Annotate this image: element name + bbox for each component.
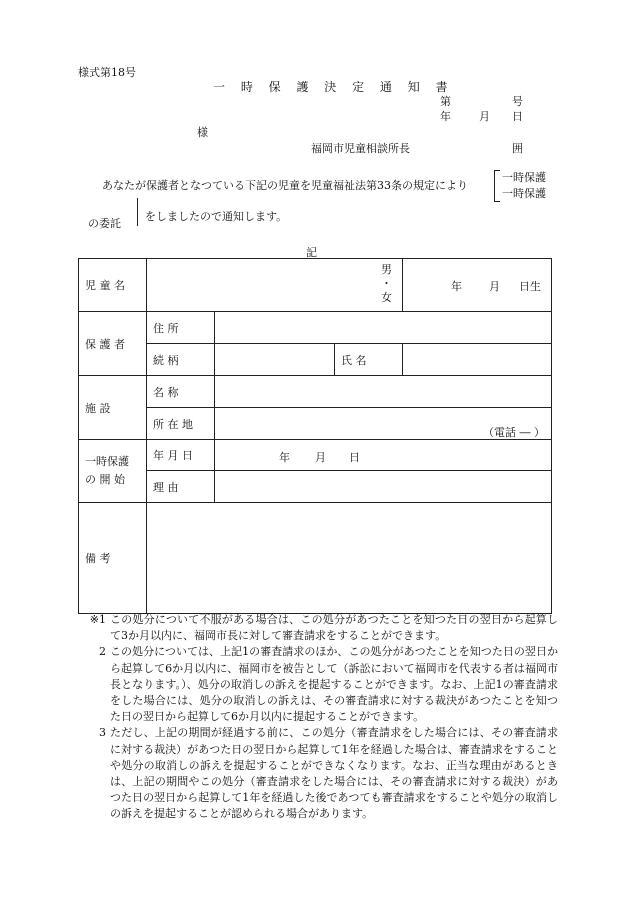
facility-label [79, 376, 147, 440]
start-label-line2: の 開 始 [85, 473, 125, 486]
facility-name-field[interactable] [215, 376, 552, 408]
notice-form-table [78, 258, 552, 614]
start-label-line1: 一時保護 [85, 455, 129, 468]
birth-day: 日生 [519, 280, 542, 293]
sex-selector[interactable] [381, 263, 392, 305]
number-prefix: 第 [440, 95, 451, 108]
date-day: 日 [512, 110, 523, 123]
guardian-label-text: 保 護 者 [85, 337, 125, 351]
form-number: 様式第18号 [78, 66, 136, 79]
note-2-number: 2 [99, 645, 106, 659]
facility-name-label [147, 376, 215, 408]
start-date-day: 日 [349, 451, 360, 464]
start-date-label-text: 年 月 日 [153, 449, 193, 462]
date-month: 月 [479, 110, 490, 123]
guardian-label [79, 312, 147, 376]
notes-section [88, 612, 558, 823]
number-suffix: 号 [512, 95, 523, 108]
remarks-label [79, 503, 147, 614]
seal-mark: 囲 [512, 142, 523, 155]
issuer-name: 福岡市児童相談所長 [311, 142, 410, 155]
child-name-label [79, 259, 147, 312]
note-3 [88, 725, 558, 822]
start-date-year: 年 [279, 451, 290, 464]
sex-dot: ・ [381, 277, 393, 290]
note-1-text: この処分について不服がある場合は、この処分があつたことを知つた日の翌日から起算して3か月以内に、福岡市長に対して審査請求をすることができます。 [110, 613, 558, 643]
location-field[interactable] [215, 408, 552, 440]
start-label [79, 440, 147, 503]
guardian-name-field[interactable] [403, 344, 552, 376]
closing-text: をしましたので通知します。 [145, 210, 288, 223]
remarks-field[interactable] [147, 503, 552, 614]
start-date-month: 月 [315, 451, 326, 464]
child-name-label-text: 児 童 名 [85, 279, 125, 292]
facility-name-label-text: 名 称 [153, 385, 179, 399]
start-date-label [147, 440, 215, 471]
note-1-number: ※1 [89, 613, 106, 626]
note-3-number: 3 [99, 726, 106, 740]
address-label [147, 312, 215, 344]
note-2-text: この処分については、上記1の審査請求のほか、この処分があつたことを知つた日の翌日から起算して6か月以内に、福岡市を被告として（訴訟において福岡市を代表する者は福岡市長となります。）、処分の取消しの訴えを提起することができます。なお、上記1の審査請求をした場合には、処分の取消しの訴えは、その審査請求に対する裁決があつたことを知つた日の翌日から起算して6か月以内に提起することができます。 [110, 645, 558, 724]
location-label [147, 408, 215, 440]
relation-label [147, 344, 215, 376]
child-name-field[interactable] [147, 259, 403, 312]
date-year: 年 [440, 110, 451, 123]
address-field[interactable] [215, 312, 552, 344]
start-date-field[interactable] [215, 440, 552, 471]
sex-male: 男 [381, 263, 393, 276]
guardian-name-label-text: 氏 名 [341, 353, 367, 367]
relation-label-text: 続 柄 [153, 353, 179, 367]
reason-label-text: 理 由 [153, 480, 179, 494]
reason-field[interactable] [215, 471, 552, 503]
sex-female: 女 [381, 291, 393, 304]
note-3-text: ただし、上記の期間が経過する前に、この処分（審査請求をした場合には、その審査請求に対する裁決）があつた日の翌日から起算して1年を経過した場合は、審査請求をすることや処分の取消しの訴えを提起することができなくなります。なお、正当な理由があるときは、上記の期間やこの処分（審査請求をした場合には、その審査請求に対する裁決）があつた日の翌日から起算して1年を経過した後であつても審査請求をすることや処分の取消しの訴えを提起することが認められる場合があります。 [110, 726, 558, 821]
option-1: 一時保護 [502, 171, 546, 184]
option-brace [494, 170, 500, 202]
page-title: 一 時 保 護 決 定 通 知 書 [213, 80, 454, 94]
birth-month: 月 [489, 280, 501, 293]
intro-text: あなたが保護者となつている下記の児童を児童福祉法第33条の規定により [102, 179, 468, 192]
address-label-text: 住 所 [153, 321, 179, 335]
reason-label [147, 471, 215, 503]
relation-field[interactable] [215, 344, 335, 376]
ki-heading: 記 [306, 246, 317, 259]
remarks-label-text: 備 考 [85, 552, 111, 565]
closing-brace [132, 198, 138, 226]
facility-label-text: 施 設 [85, 401, 111, 415]
option-2: 一時保護 [502, 187, 546, 200]
guardian-name-label [335, 344, 403, 376]
note-1 [88, 612, 558, 644]
addressee-suffix: 様 [197, 126, 208, 139]
option-2-continued: の委託 [88, 217, 121, 230]
birth-date-field[interactable] [403, 259, 552, 312]
phone-field: （電話 ― ） [483, 426, 546, 439]
note-2 [88, 644, 558, 725]
birth-year: 年 [451, 280, 463, 293]
location-label-text: 所 在 地 [153, 417, 193, 431]
